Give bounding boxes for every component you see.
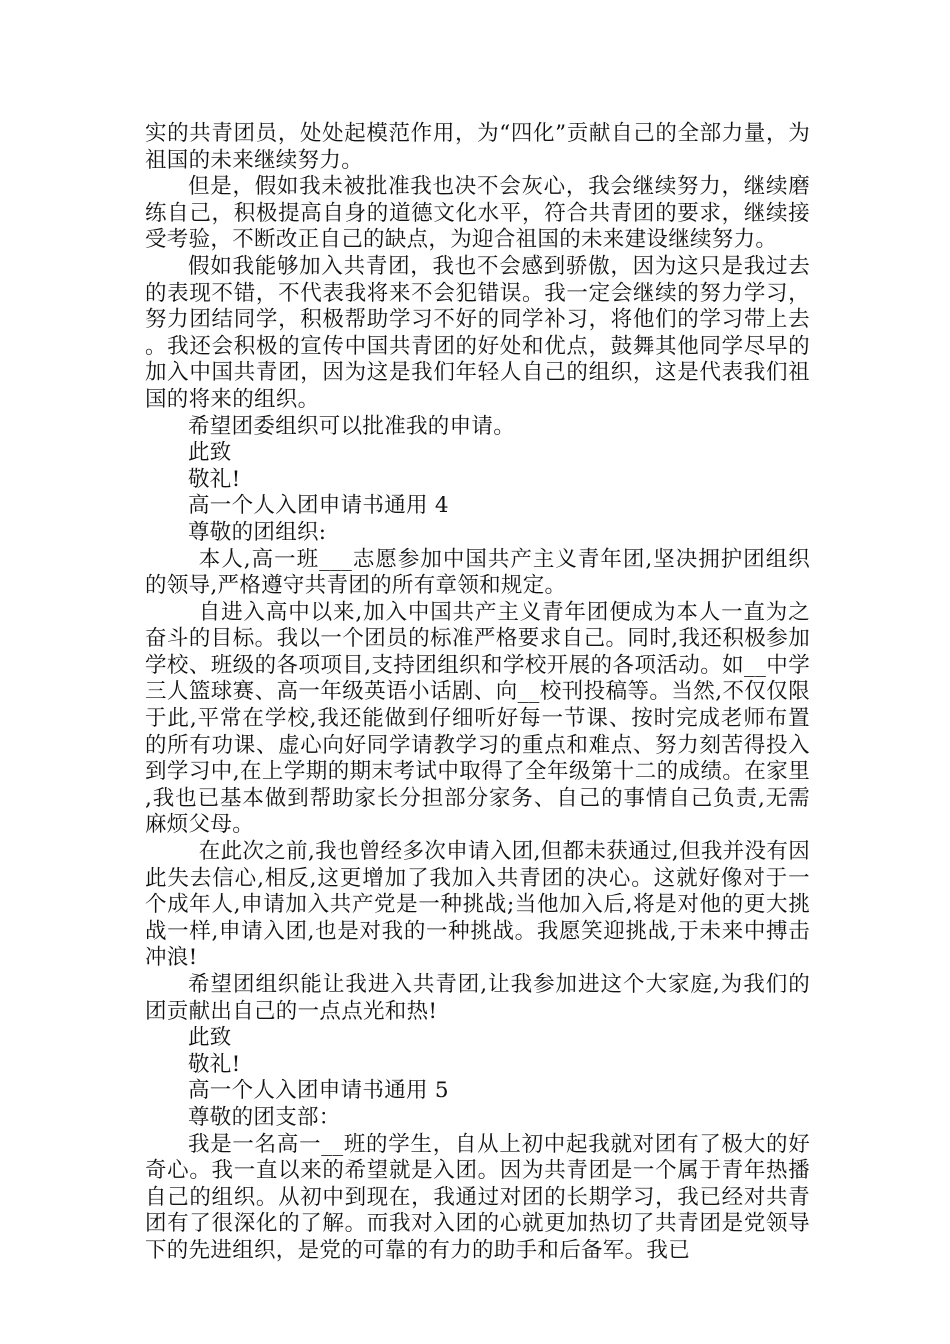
paragraph-continuation: 实的共青团员，处处起模范作用，为“四化”贡献自己的全部力量，为祖国的未来继续努力。 bbox=[145, 121, 810, 173]
salutation-5: 尊敬的团支部： bbox=[188, 1104, 341, 1130]
closing-jingli-2: 敬礼! bbox=[188, 1051, 241, 1077]
paragraph-volunteer: 本人,高一班___志愿参加中国共产主义青年团,坚决拥护团组织的领导,严格遵守共青团的所有章领和规定。 bbox=[145, 546, 810, 599]
paragraph-high-school: 自进入高中以来,加入中国共产主义青年团便成为本人一直为之奋斗的目标。我以一个团员的标准严格要求自己。同时,我还积极参加学校、班级的各项项目,支持团组织和学校开展的各项活动。如__中学三人篮球赛、高一年级英语小话剧、向__校刊投稿等。当然,不仅仅限于此,平常在学校,我还能做到仔细听好每一节课、按时完成老师布置的所有功课、虚心向好同学请教学习的重点和难点、努力刻苦得投入到学习中,在上学期的期末考试中取得了全年级第十二的成绩。在家里,我也已基本做到帮助家长分担部分家务、自己的事情自己负责,无需麻烦父母。 bbox=[145, 599, 810, 838]
paragraph-hope-join: 希望团组织能让我进入共青团,让我参加进这个大家庭,为我们的团贡献出自己的一点点光和热! bbox=[145, 972, 810, 1024]
section-title-5: 高一个人入团申请书通用 5 bbox=[188, 1078, 449, 1104]
paragraph-hope: 希望团委组织可以批准我的申请。 bbox=[188, 413, 516, 439]
paragraph-if-approved: 假如我能够加入共青团，我也不会感到骄傲，因为这只是我过去的表现不错，不代表我将来不会犯错误。我一定会继续的努力学习，努力团结同学，积极帮助学习不好的同学补习，将他们的学习带上去。我还会积极的宣传中国共青团的好处和优点，鼓舞其他同学尽早的加入中国共青团，因为这是我们年轻人自己的组织，这是代表我们祖国的将来的组织。 bbox=[145, 253, 810, 412]
paragraph-not-approved: 但是，假如我未被批准我也决不会灰心，我会继续努力，继续磨练自己，积极提高自身的道德文化水平，符合共青团的要求，继续接受考验，不断改正自己的缺点，为迎合祖国的未来建设继续努力。 bbox=[145, 174, 810, 253]
closing-cizhi: 此致 bbox=[188, 440, 232, 466]
salutation-4: 尊敬的团组织: bbox=[188, 519, 327, 545]
document-body bbox=[145, 121, 810, 1265]
paragraph-student-intro: 我是一名高一__班的学生，自从上初中起我就对团有了极大的好奇心。我一直以来的希望就是入团。因为共青团是一个属于青年热播自己的组织。从初中到现在，我通过对团的长期学习，我已经对共青团有了很深化的了解。而我对入团的心就更加热切了共青团是党领导下的先进组织，是党的可靠的有力的助手和后备军。我已 bbox=[145, 1131, 810, 1263]
section-title-4: 高一个人入团申请书通用 4 bbox=[188, 493, 449, 519]
closing-cizhi-2: 此致 bbox=[188, 1025, 232, 1051]
paragraph-previous-attempts: 在此次之前,我也曾经多次申请入团,但都未获通过,但我并没有因此失去信心,相反,这更增加了我加入共青团的决心。这就好像对于一个成年人,申请加入共产党是一种挑战;当他加入后,将是对他的更大挑战一样,申请入团,也是对我的一种挑战。我愿笑迎挑战,于未来中搏击冲浪! bbox=[145, 839, 810, 971]
closing-jingli: 敬礼! bbox=[188, 466, 241, 492]
